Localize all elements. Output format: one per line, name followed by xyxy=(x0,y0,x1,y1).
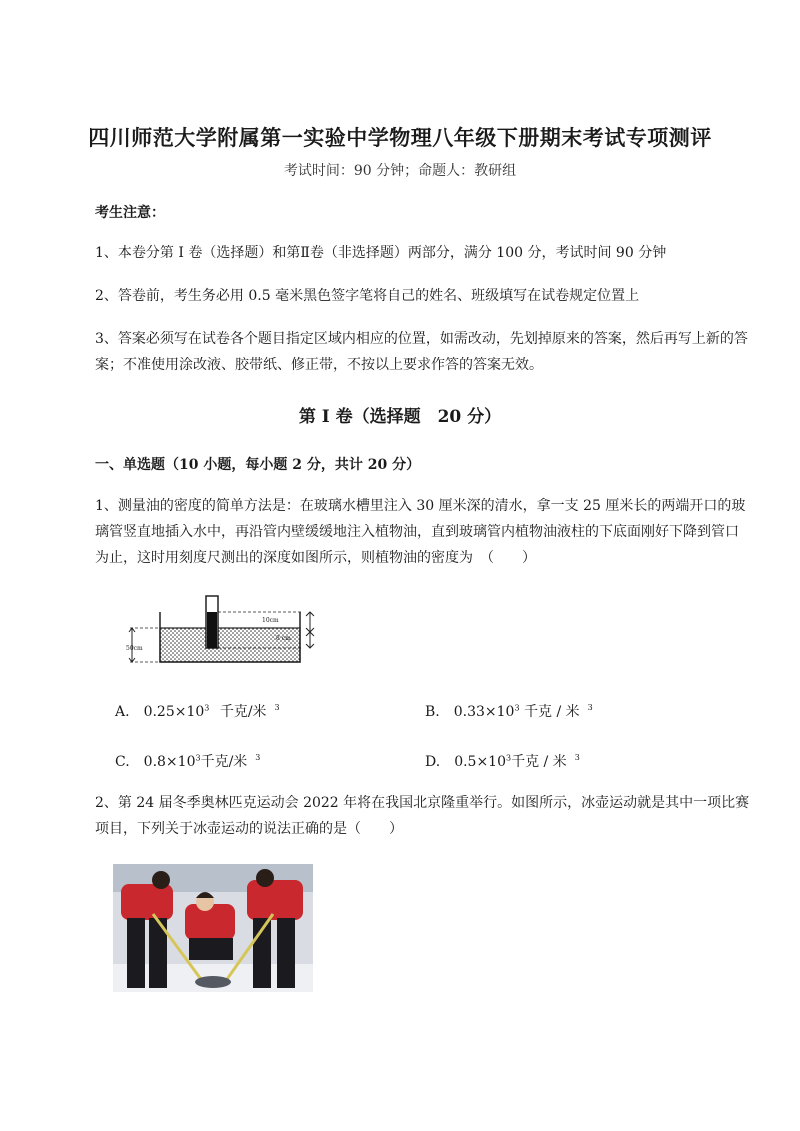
notice-item-3: 3、答案必须写在试卷各个题目指定区域内相应的位置，如需改动，先划掉原来的答案，然后再写上新的答案；不准使用涂改液、胶带纸、修正带，不按以上要求作答的答案无效。 xyxy=(95,331,748,373)
oil-column xyxy=(207,612,217,648)
option-d-unit-exp: 3 xyxy=(574,753,580,763)
option-c[interactable] xyxy=(115,751,260,771)
option-b-exp: 3 xyxy=(514,703,520,713)
option-c-unit-exp: 3 xyxy=(255,753,261,763)
label-8cm: 8 cm xyxy=(276,635,291,642)
water-region xyxy=(160,628,300,662)
option-b-letter: B. xyxy=(425,704,440,720)
part-heading: 一、单选题（10 小题，每小题 2 分，共计 20 分） xyxy=(95,457,421,473)
option-d[interactable] xyxy=(425,751,580,771)
tank-diagram-figure xyxy=(120,592,320,666)
option-a-unit: 千克/米 xyxy=(219,704,267,720)
page-title: 四川师范大学附属第一实验中学物理八年级下册期末考试专项测评 xyxy=(88,125,712,150)
option-d-exp: 3 xyxy=(506,753,512,763)
question-1-text: 1、测量油的密度的简单方法是：在玻璃水槽里注入 30 厘米深的清水，拿一支 25 厘米长的两端开口的玻璃管竖直地插入水中，再沿管内壁缓缓地注入植物油，直到玻璃管内植物油液柱的下底面刚好下降到管口为止，这时用刻度尺测出的深度如图所示，则植物油的密度为 （ ） xyxy=(95,498,746,566)
section-title: 第 I 卷（选择题 20 分） xyxy=(298,407,502,427)
notice-heading: 考生注意： xyxy=(95,205,165,221)
option-d-letter: D. xyxy=(425,754,441,770)
option-a-letter: A. xyxy=(115,704,130,720)
option-c-letter: C. xyxy=(115,754,130,770)
option-a-unit-exp: 3 xyxy=(274,703,280,713)
option-d-unit: 千克 / 米 xyxy=(511,754,567,770)
option-c-unit: 千克/米 xyxy=(200,754,248,770)
exam-info: 考试时间：90 分钟；命题人：教研组 xyxy=(283,163,517,179)
option-c-exp: 3 xyxy=(195,753,201,763)
notice-item-2: 2、答卷前，考生务必用 0.5 毫米黑色签字笔将自己的姓名、班级填写在试卷规定位置上 xyxy=(95,288,640,304)
option-c-value: 0.8×10 xyxy=(143,754,196,770)
option-a[interactable] xyxy=(115,701,280,721)
option-b[interactable] xyxy=(425,701,593,721)
option-d-value: 0.5×10 xyxy=(454,754,506,770)
notice-item-1: 1、本卷分第 I 卷（选择题）和第Ⅱ卷（非选择题）两部分，满分 100 分，考试时间 90 分钟 xyxy=(95,245,667,261)
option-a-exp: 3 xyxy=(204,703,210,713)
question-2-text: 2、第 24 届冬季奥林匹克运动会 2022 年将在我国北京隆重举行。如图所示，冰壶运动就是其中一项比赛项目，下列关于冰壶运动的说法正确的是（ ） xyxy=(95,795,750,837)
label-10cm: 10cm xyxy=(262,617,279,624)
option-a-value: 0.25×10 xyxy=(143,704,205,720)
option-b-unit-exp: 3 xyxy=(587,703,593,713)
option-b-unit: 千克 / 米 xyxy=(524,704,580,720)
curling-photo-figure xyxy=(113,864,313,992)
label-50cm: 50cm xyxy=(126,645,143,652)
option-b-value: 0.33×10 xyxy=(453,704,515,720)
